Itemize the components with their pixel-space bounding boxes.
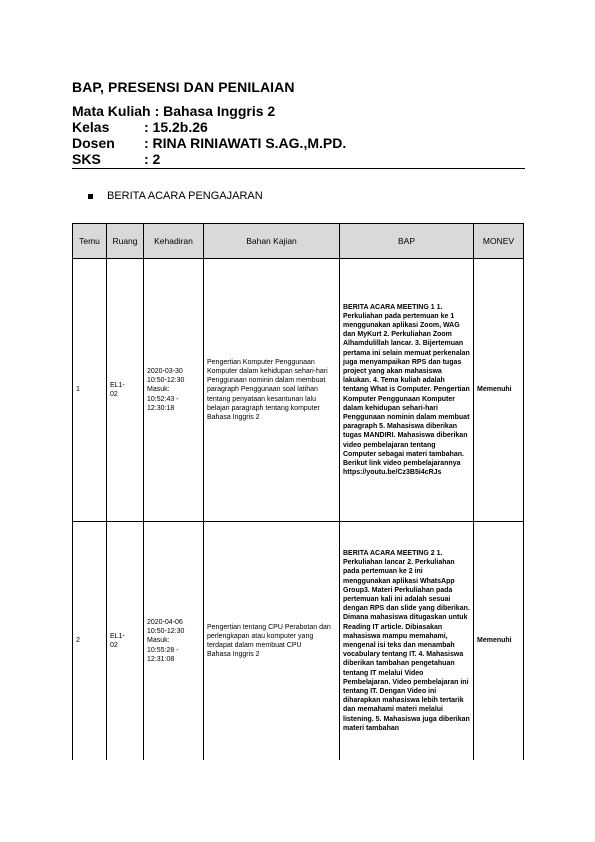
meta-class-value: : 15.2b.26: [144, 119, 208, 135]
cell-temu: 1: [73, 259, 107, 522]
meta-divider: [72, 168, 525, 169]
course-meta: [72, 103, 525, 167]
meta-credits-value: : 2: [144, 151, 161, 167]
cell-bap: BERITA ACARA MEETING 2 1. Perkuliahan lancar 2. Perkuliahan pada pertemuan ke 2 ini menggunakan aplikasi WhatsApp Group3. Materi Perkuliahan pada pertemuan kali ini adalah sesuai dengan RPS dan slide yang diberikan. Dimana mahasiswa ditugaskan untuk Reading IT article. Dibiasakan mahasiswa mampu memahami, mengenal isi teks dan menambah vocabulary tentang IT. 4. Mahasiswa diberikan tambahan pengetahuan tentang IT melalui Video Pembelajaran. Video pembelajaran ini tentang IT. Dengan Video ini diharapkan mahasiswa lebih tertarik dan memahami materi melalui listening. 5. Mahasiswa juga diberikan materi tambahan: [340, 522, 474, 761]
cell-bahan-kajian: Pengertian Komputer Penggunaan Komputer dalam kehidupan sehari-hari Penggunaan nominin dalam membuat paragraph Penggunaan soal latihan tentang penyataan kesantunan lalu belajari paragraph tentang komputer Bahasa Inggris 2: [204, 259, 340, 522]
cell-bahan-kajian: Pengertian tentang CPU Perabotan dan perlengkapan atau komputer yang terdapat dalam membuat CPU Bahasa Inggris 2: [204, 522, 340, 761]
table-row: [73, 259, 524, 522]
cell-kehadiran: 2020-04-06 10:50-12:30 Masuk: 10:55:28 - 12:31:08: [144, 522, 204, 761]
header-monev: MONEV: [474, 224, 524, 259]
meta-lecturer-label: Dosen: [72, 135, 115, 151]
cell-ruang: EL1- 02: [107, 259, 144, 522]
table-row: [73, 522, 524, 761]
cell-monev: Memenuhi: [474, 522, 524, 761]
header-temu: Temu: [73, 224, 107, 259]
meta-class-label: Kelas: [72, 119, 110, 135]
meta-course-label: Mata Kuliah: [72, 103, 151, 119]
meta-course-value: : Bahasa Inggris 2: [154, 103, 276, 119]
meta-lecturer-row: [72, 135, 525, 151]
cell-monev: Memenuhi: [474, 259, 524, 522]
meta-class-row: [72, 119, 525, 135]
header-kehadiran: Kehadiran: [144, 224, 204, 259]
header-bap: BAP: [340, 224, 474, 259]
section-heading: [88, 190, 263, 202]
cell-bap: BERITA ACARA MEETING 1 1. Perkuliahan pada pertemuan ke 1 menggunakan aplikasi Zoom, WAG dan MyKurt 2. Perkuliahan Zoom Alhamdulillah lancar. 3. Bijertemuan pertama ini selain memuat perkenalan juga menyampaikan RPS dan tugas project yang akan mahasiswa lakukan. 4. Tema kuliah adalah tentang What is Computer. Pengertian Komputer Penggunaan Komputer dalam kehidupan sehari-hari Penggunaan nominin dalam membuat paragraph 5. Mahasiswa diberikan tugas MANDIRI. Mahasiswa diberikan video pembelajaran tentang Computer sebagai materi tambahan. Berikut link video pembelajarannya https://youtu.be/Cz3B5i4cRJs: [340, 259, 474, 522]
cell-temu: 2: [73, 522, 107, 761]
cell-kehadiran: 2020-03-30 10:50-12:30 Masuk: 10:52:43 - 12:30:18: [144, 259, 204, 522]
section-title: BERITA ACARA PENGAJARAN: [107, 190, 263, 202]
meta-lecturer-value: : RINA RINIAWATI S.AG.,M.PD.: [144, 135, 347, 151]
meta-course-row: [72, 103, 525, 119]
meta-credits-row: [72, 151, 525, 167]
bullet-icon: [88, 194, 93, 199]
table-header-row: [73, 224, 524, 259]
bap-table: [72, 223, 524, 760]
page-title: BAP, PRESENSI DAN PENILAIAN: [72, 79, 295, 95]
header-bahan-kajian: Bahan Kajian: [204, 224, 340, 259]
cell-ruang: EL1- 02: [107, 522, 144, 761]
header-ruang: Ruang: [107, 224, 144, 259]
meta-credits-label: SKS: [72, 151, 101, 167]
